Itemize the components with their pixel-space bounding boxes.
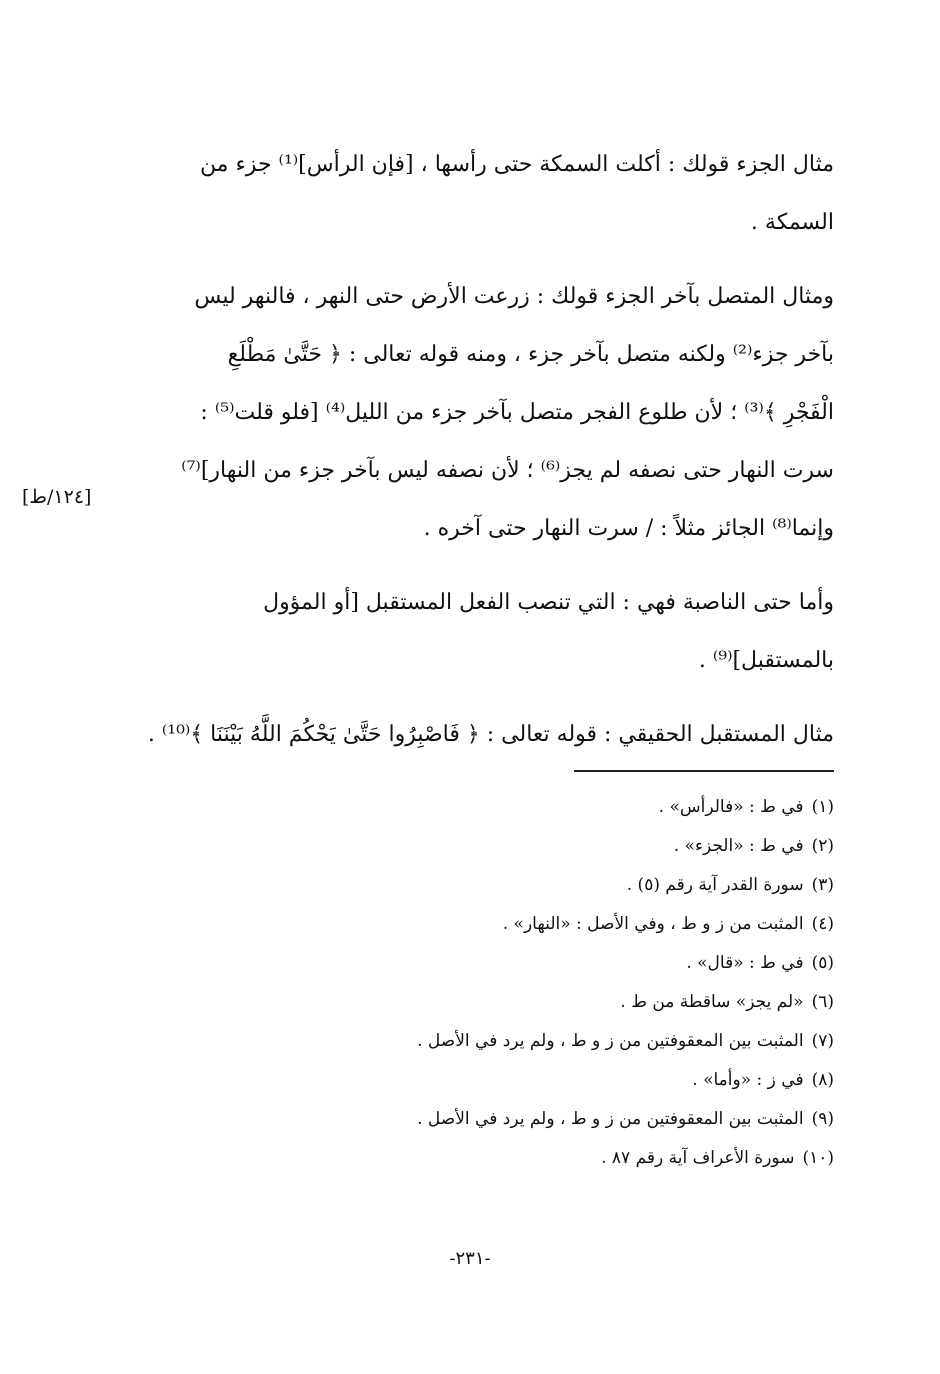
page-number: -٢٣١- <box>449 1248 491 1269</box>
footnote-item <box>234 1022 834 1061</box>
footnote-item <box>234 905 834 944</box>
footnote-item <box>234 866 834 905</box>
text-line: وأما حتى الناصبة فهي : التي تنصب الفعل المستقبل [أو المؤول <box>263 590 834 615</box>
footnote-number: (٦) <box>811 992 834 1012</box>
text-line: ومثال المتصل بآخر الجزء قولك : زرعت الأرض حتى النهر ، فالنهر ليس <box>194 284 834 309</box>
footnote-item <box>234 827 834 866</box>
text-line: بالمستقبل]⁽⁹⁾ . <box>698 648 834 673</box>
paragraph-example-connected <box>124 268 834 558</box>
footnote-item <box>234 1100 834 1139</box>
footnote-item <box>234 983 834 1022</box>
main-text <box>124 136 834 780</box>
footnote-text: سورة الأعراف آية رقم ٨٧ . <box>601 1148 795 1168</box>
text-line: بآخر جزء⁽²⁾ ولكنه متصل بآخر جزء ، ومنه قوله تعالى : ﴿ حَتَّىٰ مَطْلَعِ <box>227 342 834 367</box>
footnote-number: (٧) <box>811 1031 834 1051</box>
footnote-number: (١) <box>811 797 834 817</box>
footnote-text: في ط : «الجزء» . <box>673 836 804 856</box>
paragraph-example-part <box>124 136 834 252</box>
text-line: سرت النهار حتى نصفه لم يجز⁽⁶⁾ ؛ لأن نصفه ليس بآخر جزء من النهار]⁽⁷⁾ <box>181 458 834 483</box>
paragraph-hatta-nasiba <box>124 574 834 690</box>
footnote-text: المثبت بين المعقوفتين من ز و ط ، ولم يرد في الأصل . <box>417 1109 804 1129</box>
footnote-item <box>234 944 834 983</box>
footnote-number: (٨) <box>811 1070 834 1090</box>
footnote-text: سورة القدر آية رقم (٥) . <box>626 875 804 895</box>
footnote-text: «لم يجز» ساقطة من ط . <box>620 992 804 1012</box>
footnote-number: (٩) <box>811 1109 834 1129</box>
footnote-item <box>234 1139 834 1178</box>
footnote-number: (١٠) <box>802 1148 834 1168</box>
text-line: وإنما⁽⁸⁾ الجائز مثلاً : / سرت النهار حتى آخره . <box>423 516 834 541</box>
footnote-text: في ط : «فالرأس» . <box>658 797 804 817</box>
text-line: السمكة . <box>750 210 834 235</box>
footnote-text: المثبت من ز و ط ، وفي الأصل : «النهار» . <box>502 914 804 934</box>
footnote-number: (٣) <box>811 875 834 895</box>
footnote-number: (٥) <box>811 953 834 973</box>
footnote-item <box>234 1061 834 1100</box>
footnote-divider <box>574 770 834 772</box>
footnotes-list <box>234 788 834 1178</box>
text-line: الْفَجْرِ ﴾⁽³⁾ ؛ لأن طلوع الفجر متصل بآخر جزء من الليل⁽⁴⁾ [فلو قلت⁽⁵⁾ : <box>200 400 834 425</box>
footnote-text: المثبت بين المعقوفتين من ز و ط ، ولم يرد في الأصل . <box>417 1031 804 1051</box>
footnote-number: (٤) <box>811 914 834 934</box>
footnote-text: في ز : «وأما» . <box>692 1070 804 1090</box>
text-line: مثال الجزء قولك : أكلت السمكة حتى رأسها ، [فإن الرأس]⁽¹⁾ جزء من <box>199 152 834 177</box>
paragraph-example-future <box>124 706 834 764</box>
footnote-text: في ط : «قال» . <box>686 953 804 973</box>
manuscript-folio-marker: [١٢٤/ط] <box>22 486 92 508</box>
footnote-number: (٢) <box>811 836 834 856</box>
text-line: مثال المستقبل الحقيقي : قوله تعالى : ﴿ فَاصْبِرُوا حَتَّىٰ يَحْكُمَ اللَّهُ بَيْنَنَا ﴾⁽¹⁰⁾ . <box>147 722 834 747</box>
footnote-item <box>234 788 834 827</box>
